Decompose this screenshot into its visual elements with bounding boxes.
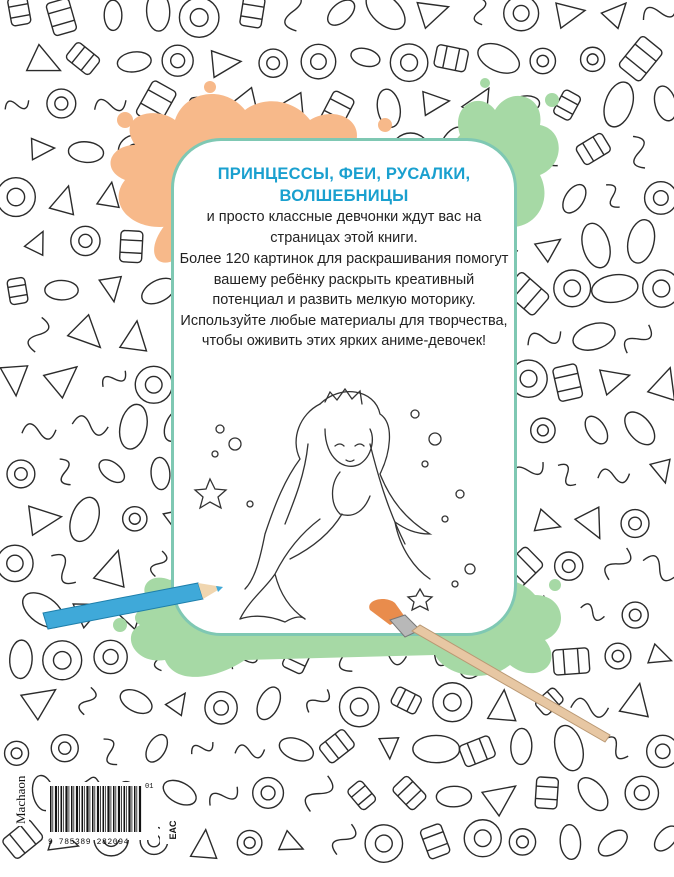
barcode-bar <box>52 786 53 832</box>
barcode-bar <box>69 786 70 832</box>
barcode-bar <box>100 786 101 832</box>
barcode-bar <box>118 786 120 832</box>
eac-certification-mark <box>160 816 182 844</box>
barcode-bar <box>71 786 73 832</box>
barcode-bar <box>94 786 95 832</box>
barcode-bar <box>121 786 122 832</box>
barcode-bar <box>115 786 116 832</box>
barcode-bar <box>82 786 84 832</box>
barcode-bar <box>97 786 99 832</box>
barcode-bar <box>105 786 106 832</box>
barcode-bar <box>134 786 136 832</box>
barcode-bar <box>92 786 94 832</box>
svg-text:EAC: EAC <box>168 820 178 840</box>
paintbrush <box>360 595 620 745</box>
isbn-number: 9 785389 282094 <box>48 838 130 847</box>
barcode-addon: 01 <box>145 783 154 791</box>
barcode-bar <box>103 786 105 832</box>
barcode-bar <box>90 786 91 832</box>
barcode-bar <box>73 786 74 832</box>
barcode-bar <box>58 786 59 832</box>
description-text: Более 120 картинок для раскрашивания помогут вашему ребёнку раскрыть креативный потенциал и развить мелкую моторику. Используйте любые материалы для творчества, чтобы оживить этих ярких аниме-девочек! <box>179 251 509 349</box>
barcode-bar <box>50 786 52 832</box>
barcode-bar <box>107 786 109 832</box>
barcode-bar <box>128 786 130 832</box>
barcode-bar <box>79 786 80 832</box>
barcode-bar <box>126 786 127 832</box>
book-title: ПРИНЦЕССЫ, ФЕИ, РУСАЛКИ, ВОЛШЕБНИЦЫ <box>217 165 471 205</box>
barcode-bar <box>84 786 85 832</box>
lead-text: и просто классные девчонки ждут вас на страницах этой книги. <box>206 209 482 246</box>
barcode-bar <box>113 786 115 832</box>
barcode-bar <box>76 786 78 832</box>
isbn-barcode <box>46 782 158 840</box>
barcode-bar <box>61 786 63 832</box>
blue-pencil <box>38 575 238 635</box>
barcode-bar <box>55 786 57 832</box>
barcode-bar <box>86 786 88 832</box>
publisher-logo: Machaon <box>13 775 28 824</box>
barcode-bar <box>132 786 133 832</box>
barcode-bar <box>63 786 64 832</box>
barcode-bar <box>139 786 141 832</box>
barcode-bar <box>124 786 126 832</box>
barcode-bar <box>65 786 67 832</box>
barcode-bar <box>136 786 137 832</box>
barcode-bar <box>111 786 112 832</box>
